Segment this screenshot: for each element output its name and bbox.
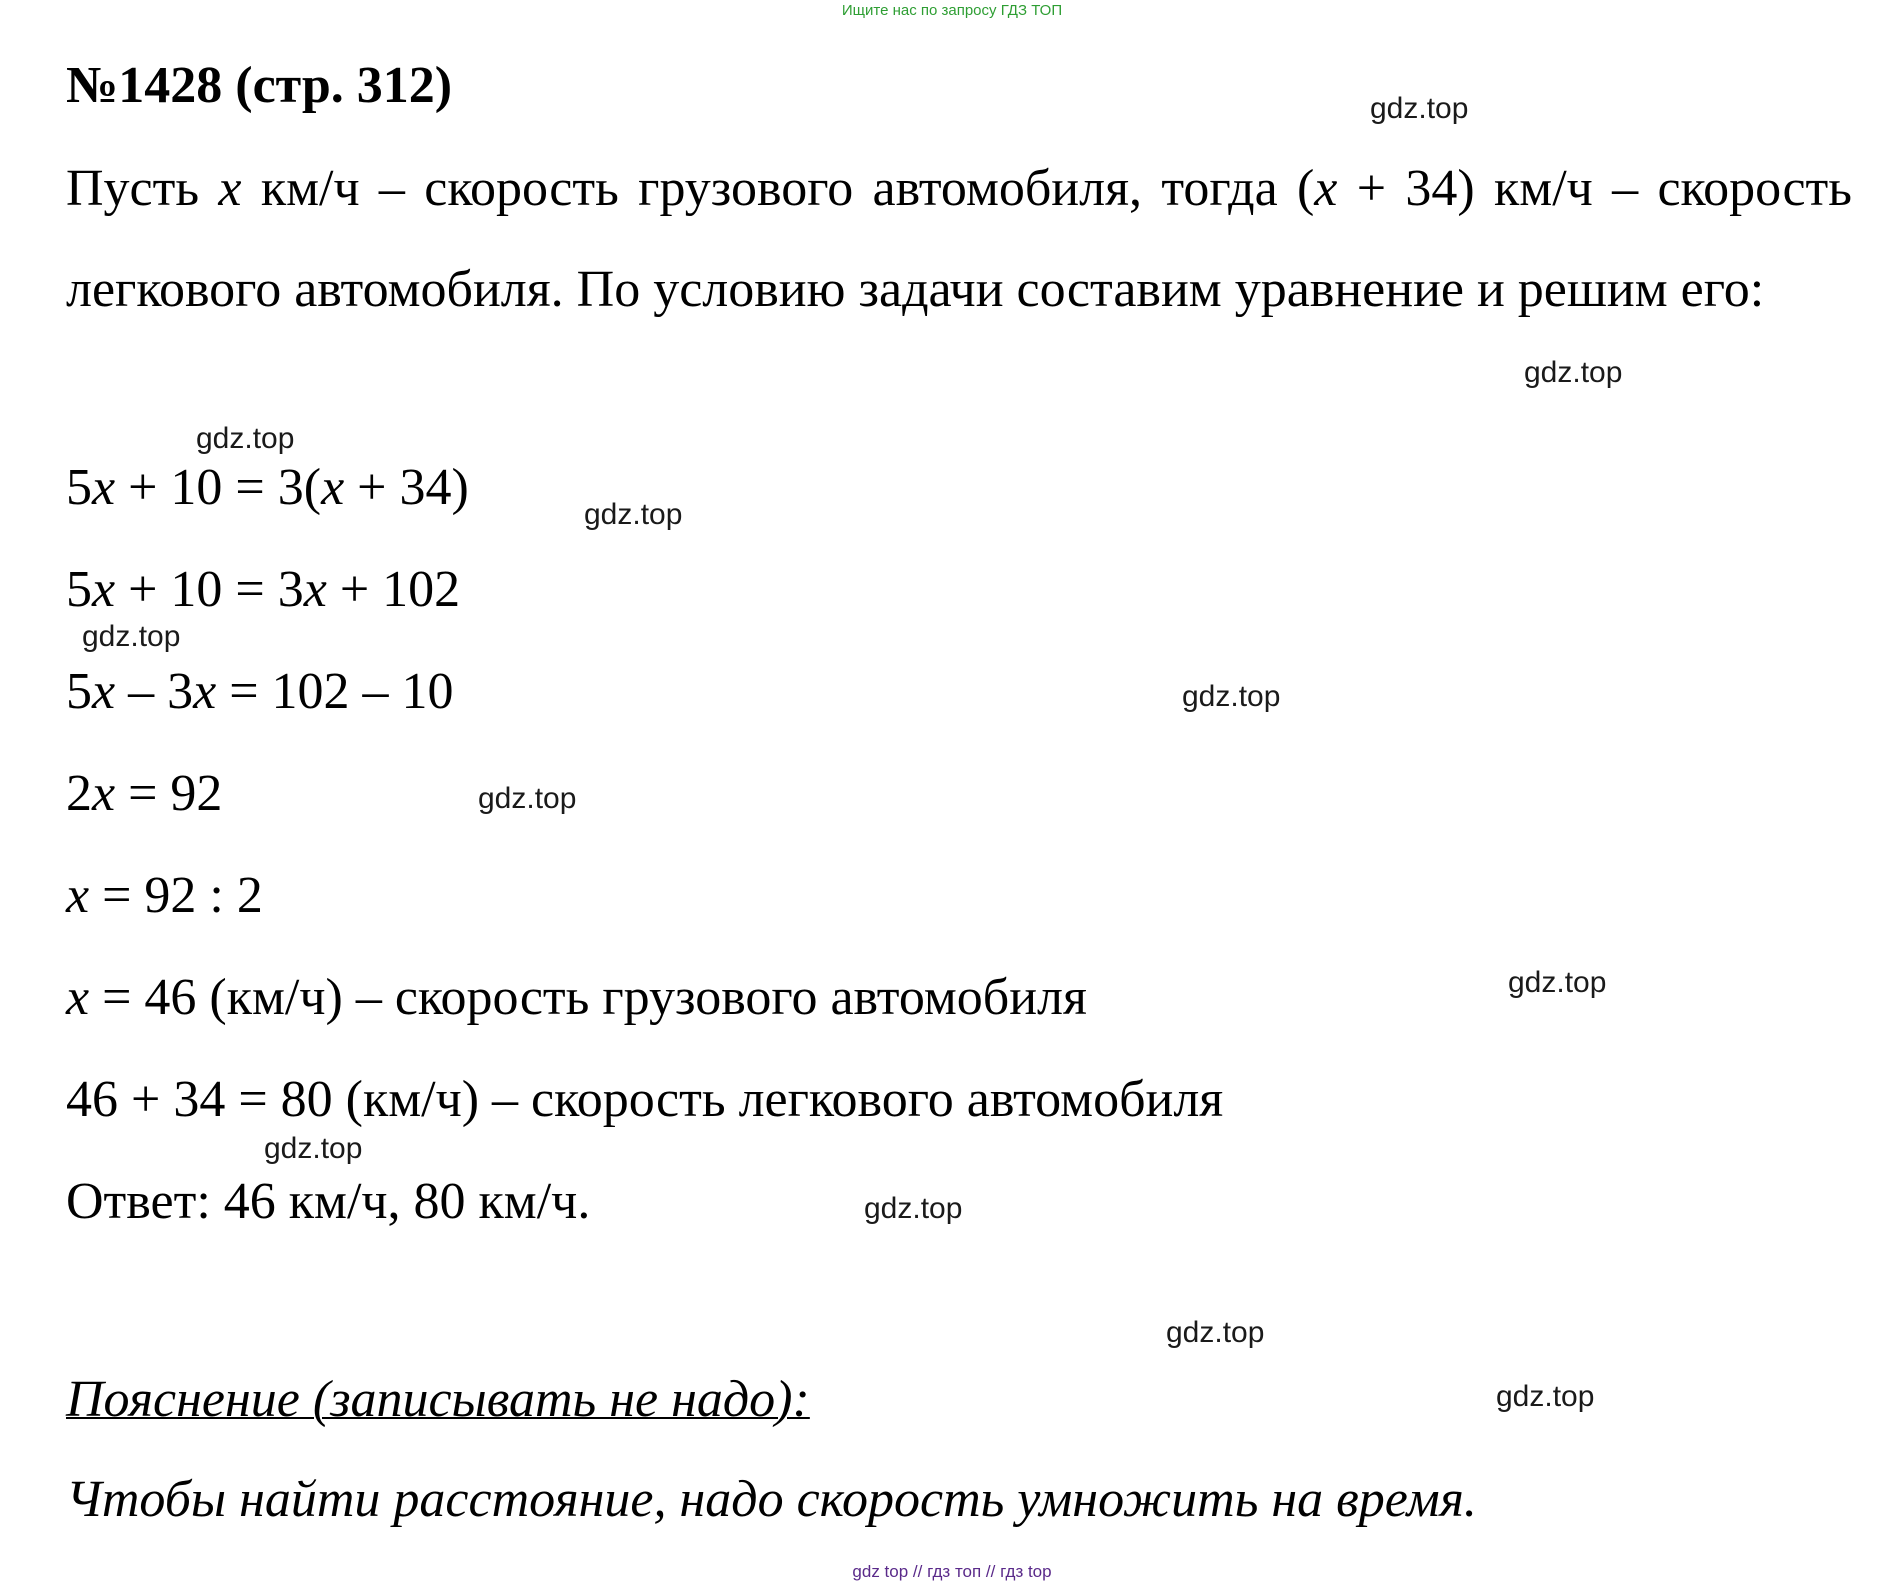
- watermark: gdz.top: [1508, 966, 1607, 999]
- eq-text: + 34): [344, 459, 469, 516]
- equation-line-5: [66, 866, 263, 925]
- watermark: gdz.top: [864, 1192, 963, 1225]
- equation-line-1: [66, 458, 469, 517]
- eq-text: = 102 – 10: [216, 663, 454, 720]
- variable-x: x: [1314, 160, 1338, 217]
- answer-line: Ответ: 46 км/ч, 80 км/ч.: [66, 1173, 591, 1230]
- problem-title: №1428 (стр. 312): [66, 57, 453, 114]
- eq-text: + 10 = 3: [115, 561, 304, 618]
- variable-x: x: [92, 765, 116, 822]
- eq-text: 5: [66, 663, 92, 720]
- eq-text: 2: [66, 765, 92, 822]
- intro-text-1: Пусть: [66, 160, 219, 217]
- explanation-text: Чтобы найти расстояние, надо скорость умножить на время.: [66, 1471, 1477, 1528]
- variable-x: x: [193, 663, 217, 720]
- watermark: gdz.top: [196, 422, 295, 455]
- equation-line-3: [66, 662, 454, 721]
- variable-x: x: [92, 561, 116, 618]
- eq-text: + 102: [326, 561, 461, 618]
- eq-text: = 92 : 2: [89, 867, 263, 924]
- intro-paragraph: [66, 138, 1852, 340]
- equation-line-7: 46 + 34 = 80 (км/ч) – скорость легкового автомобиля: [66, 1071, 1224, 1128]
- eq-text: – 3: [115, 663, 194, 720]
- equation-line-4: [66, 764, 222, 823]
- watermark: gdz.top: [1166, 1316, 1265, 1349]
- variable-x: x: [66, 867, 90, 924]
- watermark: gdz.top: [1524, 356, 1623, 389]
- watermark: gdz.top: [1496, 1380, 1595, 1413]
- eq-text: 5: [66, 459, 92, 516]
- equation-line-2: [66, 560, 460, 619]
- equation-line-6: [66, 968, 1087, 1027]
- eq-text: = 46 (км/ч) – скорость грузового автомобиля: [89, 969, 1087, 1026]
- watermark: gdz.top: [264, 1132, 363, 1165]
- watermark: gdz.top: [82, 620, 181, 653]
- variable-x: x: [66, 969, 90, 1026]
- variable-x: x: [92, 663, 116, 720]
- variable-x: x: [321, 459, 345, 516]
- variable-x: x: [92, 459, 116, 516]
- eq-text: 5: [66, 561, 92, 618]
- watermark: gdz.top: [1370, 92, 1469, 125]
- watermark: gdz.top: [584, 498, 683, 531]
- intro-text-3: + 34) км/ч – скорость легкового автомобиля. По условию задачи составим уравнение и решим его:: [66, 160, 1852, 318]
- top-banner: Ищите нас по запросу ГДЗ ТОП: [841, 2, 1063, 19]
- intro-text-2: км/ч – скорость грузового автомобиля, тогда (: [241, 160, 1315, 217]
- watermark: gdz.top: [1182, 680, 1281, 713]
- eq-text: + 10 = 3(: [115, 459, 322, 516]
- explanation-title: Пояснение (записывать не надо):: [66, 1371, 810, 1428]
- eq-text: = 92: [115, 765, 223, 822]
- bottom-banner: gdz top // гдз топ // гдз top: [852, 1562, 1052, 1581]
- variable-x: x: [303, 561, 327, 618]
- watermark: gdz.top: [478, 782, 577, 815]
- variable-x: x: [218, 160, 242, 217]
